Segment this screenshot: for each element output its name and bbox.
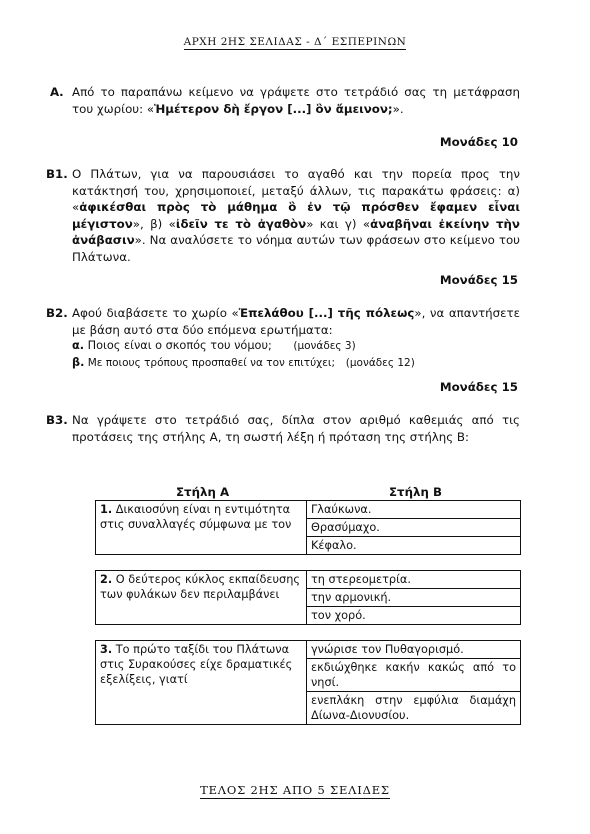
question-number: Β3.	[46, 413, 68, 427]
question-number: Β1.	[46, 167, 68, 181]
page-footer: ΤΕΛΟΣ 2ΗΣ ΑΠΟ 5 ΣΕΛΙΔΕΣ	[200, 783, 390, 797]
match-table-3	[95, 640, 521, 725]
question-a: Α. Από το παραπάνω κείμενο να γράψετε στο τετράδιό σας τη μετάφραση του χωρίου: «Ἡμέτερον δὴ ἔργον [...] ὃν ἄμεινον;».	[50, 85, 520, 116]
option-cell: Γλαύκωνα.	[307, 501, 521, 519]
column-b-heading: Στήλη Β	[389, 485, 442, 499]
stem-cell: 2. Ο δεύτερος κύκλος εκπαίδευσης των φυλάκων δεν περιλαμβάνει	[96, 571, 307, 625]
question-number: Β2.	[46, 306, 68, 320]
question-b2: Β2. Αφού διαβάσετε το χωρίο «Ἐπελάθου [...] τῆς πόλεως», να απαντήσετε με βάση αυτό στα δύο επόμενα ερωτήματα: α. Ποιος είναι ο σκοπός του νόμου; (μονάδες 3) β. Με ποιους τρόπους προσπαθεί να τον επιτύχει; (μονάδες 12)	[72, 305, 520, 371]
question-b1: Β1. Ο Πλάτων, για να παρουσιάσει το αγαθό και την πορεία προς την κατάκτησή του, χρησιμοποιεί, μεταξύ άλλων, τις παρακάτω φράσεις: α) «ἀφικέσθαι πρὸς τὸ μάθημα ὃ ἐν τῷ πρόσθεν ἔφαμεν εἶναι μέγιστον», β) «ἰδεῖν τε τὸ ἀγαθὸν» και γ) «ἀναβῆναι ἐκείνην τὴν ἀνάβασιν». Να αναλύσετε το νόημα αυτών των φράσεων στο κείμενο του Πλάτωνα.	[46, 167, 520, 264]
sub-question-a: α. Ποιος είναι ο σκοπός του νόμου; (μονάδες 3)	[72, 339, 356, 352]
option-cell: την αρμονική.	[307, 589, 521, 607]
option-cell: τη στερεομετρία.	[307, 571, 521, 589]
option-cell: εκδιώχθηκε κακήν κακώς από το νησί.	[307, 659, 521, 692]
stem-cell: 3. Το πρώτο ταξίδι του Πλάτωνα στις Συρακούσες είχε δραματικές εξελίξεις, γιατί	[96, 641, 307, 725]
marks-label: Μονάδες 15	[439, 273, 518, 287]
option-cell: γνώρισε τον Πυθαγορισμό.	[307, 641, 521, 659]
table-row	[96, 571, 521, 589]
table-row	[96, 501, 521, 519]
column-a-heading: Στήλη Α	[176, 485, 230, 499]
question-b3: Β3. Να γράψετε στο τετράδιό σας, δίπλα στον αριθμό καθεμιάς από τις προτάσεις της στήλης Α, τη σωστή λέξη ή πρόταση της στήλης Β:	[46, 413, 520, 444]
page-header: ΑΡΧΗ 2ΗΣ ΣΕΛΙΔΑΣ - Δ΄ ΕΣΠΕΡΙΝΩΝ	[183, 36, 407, 48]
option-cell: ενεπλάκη στην εμφύλια διαμάχη Δίωνα-Διονυσίου.	[307, 692, 521, 725]
option-cell: τον χορό.	[307, 607, 521, 625]
table-row	[96, 641, 521, 659]
stem-cell: 1. Δικαιοσύνη είναι η εντιμότητα στις συναλλαγές σύμφωνα με τον	[96, 501, 307, 555]
marks-label: Μονάδες 10	[439, 135, 518, 149]
question-number: Α.	[50, 85, 64, 99]
match-table-2	[95, 570, 521, 625]
option-cell: Κέφαλο.	[307, 537, 521, 555]
sub-question-b: β. Με ποιους τρόπους προσπαθεί να τον επιτύχει; (μονάδες 12)	[72, 355, 415, 369]
quoted-passage: Ἡμέτερον δὴ ἔργον [...] ὃν ἄμεινον;	[154, 101, 393, 116]
match-table-1	[95, 500, 521, 555]
marks-label: Μονάδες 15	[439, 380, 518, 394]
option-cell: Θρασύμαχο.	[307, 519, 521, 537]
